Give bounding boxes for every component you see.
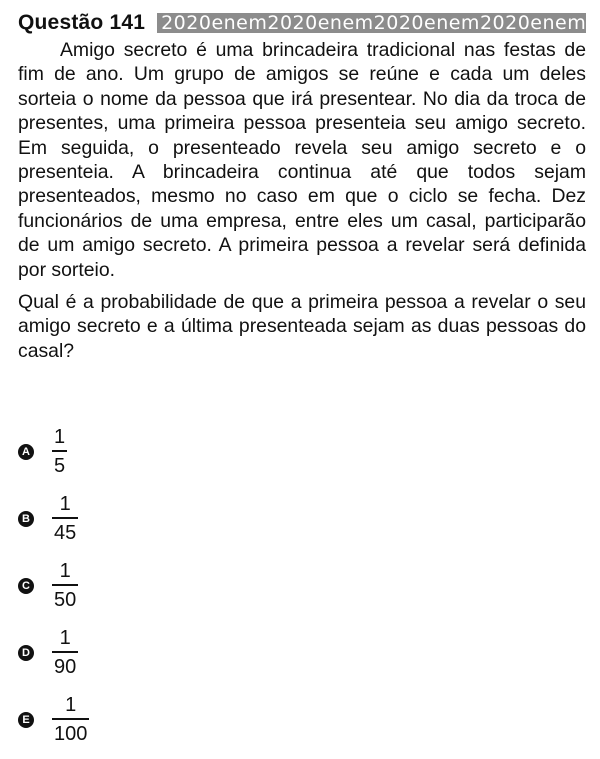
option-d[interactable] — [18, 619, 318, 686]
option-b[interactable] — [18, 485, 318, 552]
option-b-numerator: 1 — [59, 493, 71, 516]
question-prompt: Qual é a probabilidade de que a primeira pessoa a revelar o seu amigo secreto e a última presenteada sejam as duas pessoas do casal? — [18, 291, 586, 362]
option-b-fraction — [52, 492, 78, 545]
question-header — [18, 8, 586, 38]
option-c[interactable] — [18, 552, 318, 619]
option-d-numerator: 1 — [59, 627, 71, 650]
fraction-bar — [52, 450, 67, 452]
option-b-denominator: 45 — [54, 521, 77, 544]
option-letter-e: E — [18, 712, 34, 728]
fraction-bar — [52, 584, 78, 586]
option-c-numerator: 1 — [59, 560, 71, 583]
option-d-denominator: 90 — [54, 655, 77, 678]
option-e[interactable] — [18, 686, 318, 753]
option-letter-c: C — [18, 578, 34, 594]
option-c-fraction — [52, 559, 78, 612]
option-a[interactable] — [18, 418, 318, 485]
watermark-banner: 2020enem2020enem2020enem2020enem — [157, 13, 586, 33]
option-letter-b: B — [18, 511, 34, 527]
fraction-bar — [52, 718, 89, 720]
option-e-denominator: 100 — [54, 722, 88, 745]
option-a-numerator: 1 — [54, 426, 66, 449]
answer-options — [18, 418, 318, 753]
fraction-bar — [52, 651, 78, 653]
option-letter-d: D — [18, 645, 34, 661]
option-a-fraction — [52, 425, 67, 478]
fraction-bar — [52, 517, 78, 519]
question-block — [18, 8, 586, 363]
option-letter-a: A — [18, 444, 34, 460]
option-a-denominator: 5 — [54, 454, 66, 477]
option-e-fraction — [52, 693, 89, 746]
question-statement: Amigo secreto é uma brincadeira tradicional nas festas de fim de ano. Um grupo de amigos se reúne e cada um deles sorteia o nome da pessoa que irá presentear. No dia da troca de presentes, uma primeira pessoa presenteia seu amigo secreto. Em seguida, o presenteado revela seu amigo secreto e o presenteia. A brincadeira continua até que todos sejam presenteados, mesmo no caso em que o ciclo se fecha. Dez funcionários de uma empresa, entre eles um casal, participarão de um amigo secreto. A primeira pessoa a revelar será definida por sorteio. — [18, 39, 586, 281]
question-title: Questão 141 — [18, 11, 146, 34]
option-c-denominator: 50 — [54, 588, 77, 611]
option-e-numerator: 1 — [65, 694, 77, 717]
option-d-fraction — [52, 626, 78, 679]
